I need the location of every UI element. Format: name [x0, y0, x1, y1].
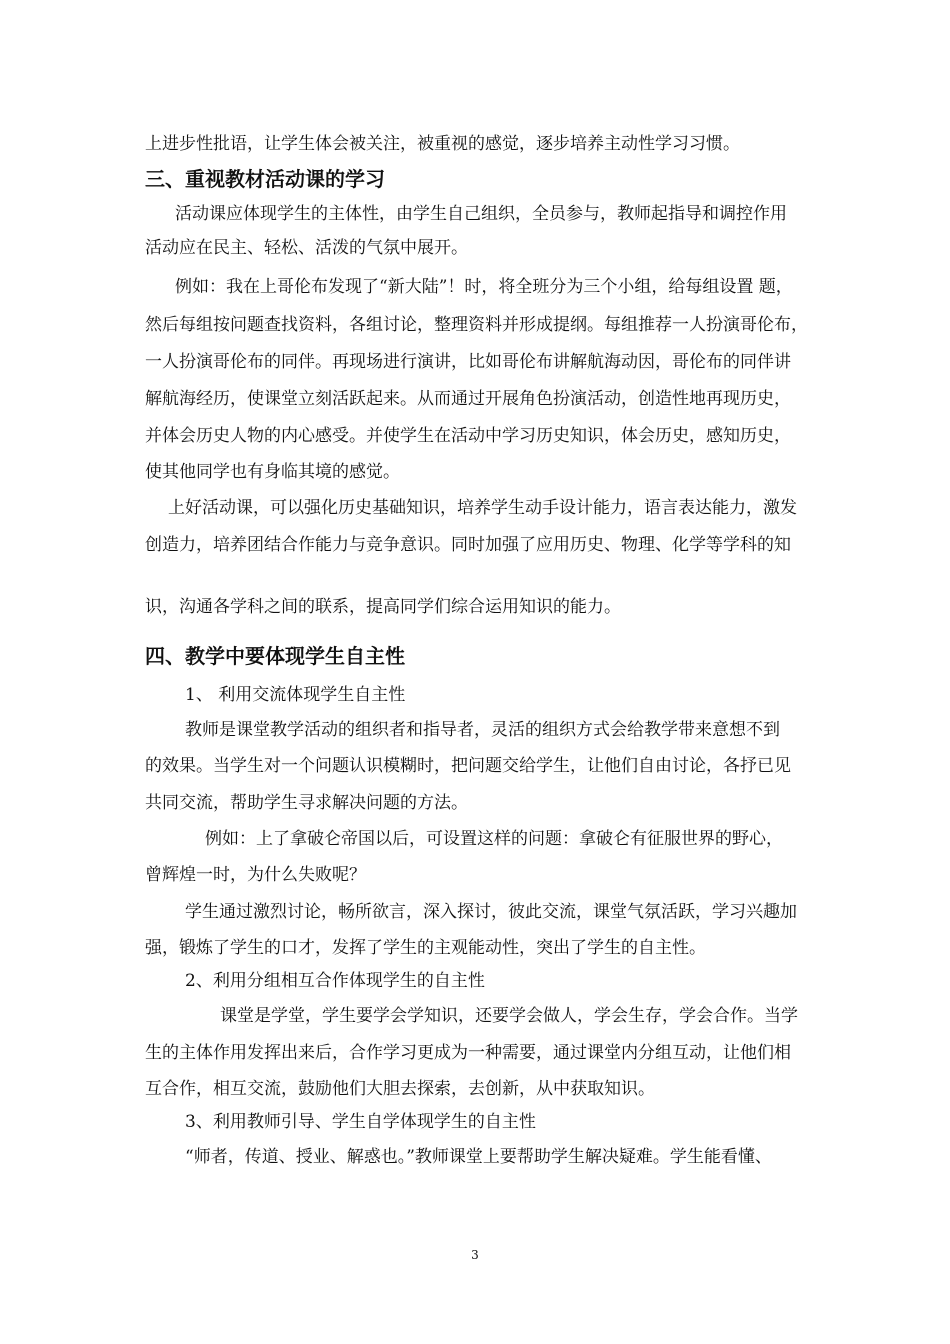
paragraph-line: 使其他同学也有身临其境的感觉。 — [145, 462, 400, 482]
paragraph-line: 活动应在民主、轻松、活泼的气氛中展开。 — [145, 238, 468, 258]
subsection-heading: 2、利用分组相互合作体现学生的自主性 — [185, 971, 485, 991]
paragraph-line: 并体会历史人物的内心感受。并使学生在活动中学习历史知识，体会历史，感知历史， — [145, 426, 791, 446]
subsection-heading: 1、 利用交流体现学生自主性 — [185, 685, 406, 705]
section-heading: 三、重视教材活动课的学习 — [145, 167, 385, 191]
paragraph-line: 解航海经历，使课堂立刻活跃起来。从而通过开展角色扮演活动，创造性地再现历史， — [145, 389, 791, 409]
paragraph-line: 共同交流，帮助学生寻求解决问题的方法。 — [145, 793, 468, 813]
section-heading: 四、教学中要体现学生自主性 — [145, 644, 405, 668]
paragraph-line: 上进步性批语，让学生体会被关注，被重视的感觉，逐步培养主动性学习习惯。 — [145, 134, 740, 154]
paragraph-line: 然后每组按问题查找资料，各组讨论，整理资料并形成提纲。每组推荐一人扮演哥伦布， — [145, 315, 808, 335]
paragraph-line: 强，锻炼了学生的口才，发挥了学生的主观能动性，突出了学生的自主性。 — [145, 938, 706, 958]
paragraph-line: 上好活动课，可以强化历史基础知识，培养学生动手设计能力，语言表达能力，激发 — [168, 498, 797, 518]
paragraph-line: 课堂是学堂，学生要学会学知识，还要学会做人，学会生存，学会合作。当学 — [220, 1006, 798, 1026]
paragraph-line: 例如：上了拿破仑帝国以后，可设置这样的问题：拿破仑有征服世界的野心， — [205, 829, 783, 849]
paragraph-line: 的效果。当学生对一个问题认识模糊时，把问题交给学生，让他们自由讨论，各抒已见 — [145, 756, 791, 776]
paragraph-line: 教师是课堂教学活动的组织者和指导者，灵活的组织方式会给教学带来意想不到 — [185, 720, 780, 740]
paragraph-line: 生的主体作用发挥出来后，合作学习更成为一种需要，通过课堂内分组互动，让他们相 — [145, 1043, 791, 1063]
paragraph-line: 学生通过激烈讨论，畅所欲言，深入探讨，彼此交流，课堂气氛活跃，学习兴趣加 — [185, 902, 797, 922]
paragraph-line: 曾辉煌一时，为什么失败呢？ — [145, 865, 366, 885]
paragraph-line: 例如：我在上哥伦布发现了“新大陆”！时，将全班分为三个小组，给每组设置 题， — [175, 277, 793, 297]
page-number: 3 — [471, 1248, 479, 1262]
subsection-heading: 3、利用教师引导、学生自学体现学生的自主性 — [185, 1112, 536, 1132]
paragraph-line: “师者，传道、授业、解惑也。”教师课堂上要帮助学生解决疑难。学生能看懂、 — [185, 1147, 772, 1167]
paragraph-line: 活动课应体现学生的主体性，由学生自己组织，全员参与，教师起指导和调控作用 — [175, 204, 787, 224]
paragraph-line: 互合作，相互交流，鼓励他们大胆去探索，去创新，从中获取知识。 — [145, 1079, 655, 1099]
paragraph-line: 一人扮演哥伦布的同伴。再现场进行演讲，比如哥伦布讲解航海动因，哥伦布的同伴讲 — [145, 352, 791, 372]
paragraph-line: 创造力，培养团结合作能力与竞争意识。同时加强了应用历史、物理、化学等学科的知 — [145, 535, 791, 555]
paragraph-line: 识，沟通各学科之间的联系，提高同学们综合运用知识的能力。 — [145, 597, 621, 617]
